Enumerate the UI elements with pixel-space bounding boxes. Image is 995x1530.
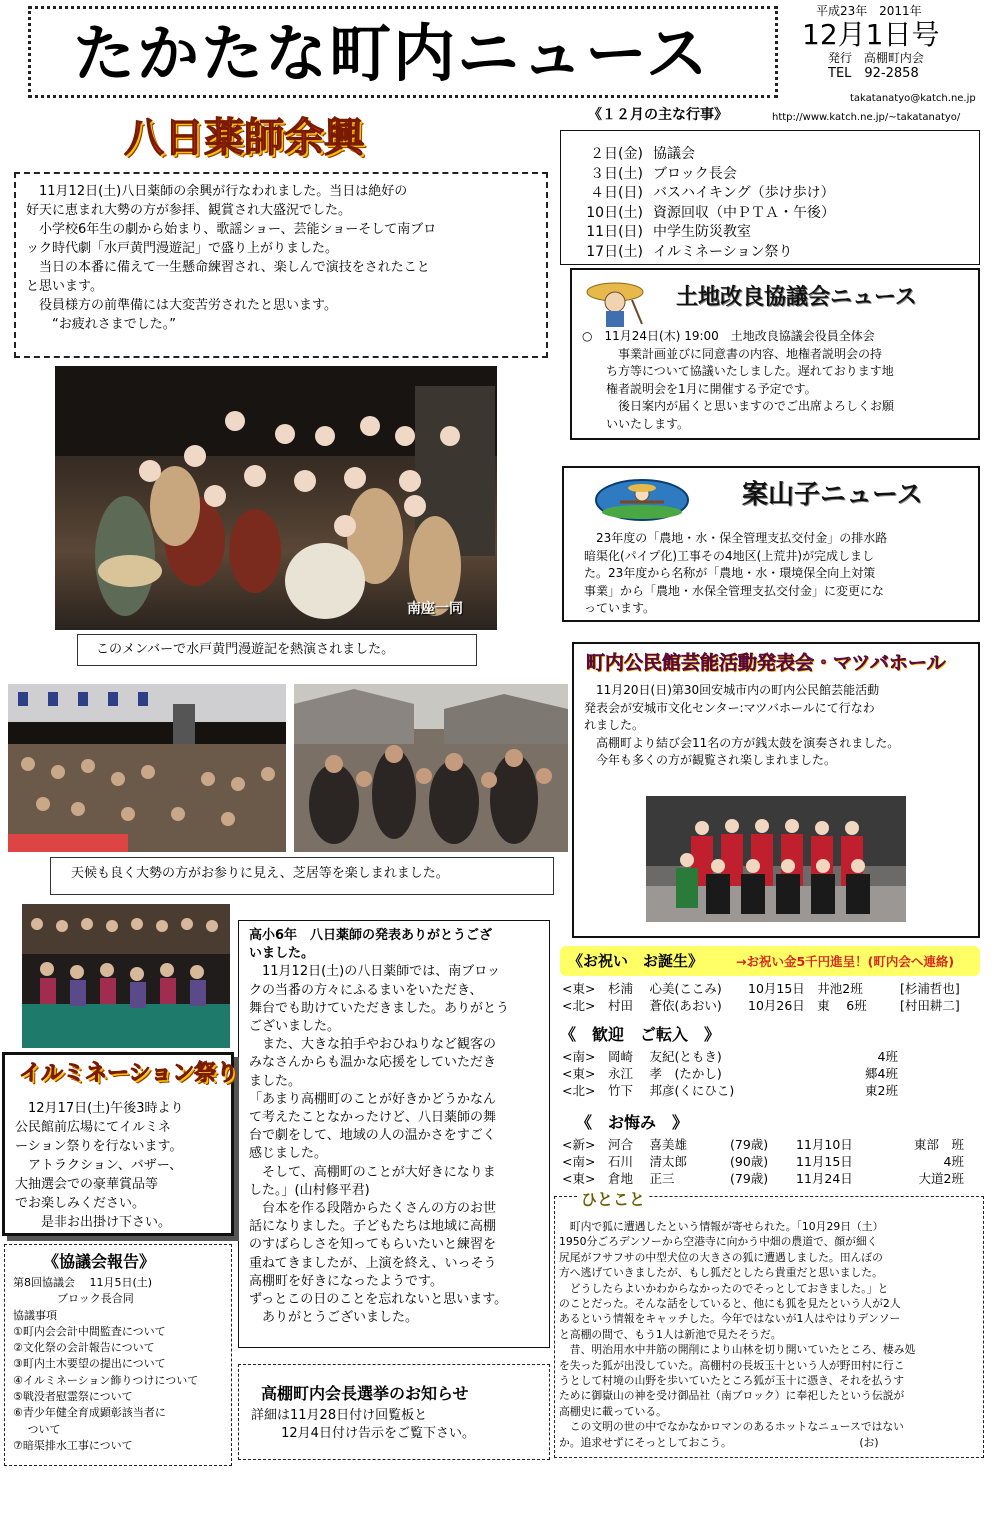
event-name: 資源回収（中ＰＴＡ・午後） [653,204,835,221]
kakashi-news-line: た。23年度から名称が「農地・水・環境保全向上対策 [584,566,876,580]
hitokoto-line: あるという情報をキャッチした。今年ではないが1人はやはりデンソー [559,1312,901,1326]
masthead [28,6,778,98]
birth-row [562,980,982,997]
land-news-box [570,268,980,440]
crowd-photo-left [8,684,286,852]
yakushi-line: と思います。 [26,279,103,294]
hitokoto-line: うとして村境の山野を歩いていたところ狐が玉十に憑き、それを払うす [559,1374,905,1388]
hitokoto-line: 高棚史に載っている。 [559,1404,667,1418]
telephone: TEL 92-2858 [828,66,919,81]
school-thanks-line: クの当番の方々にふるまいをいただき、 [249,982,483,998]
hitokoto-line: 町内で狐に遭遇したという情報が寄せられた。「10月29日（土） [559,1220,884,1233]
mourn-cell: 大道2班 [918,1171,964,1186]
school-thanks-line: て考えたことなかったけど、八日薬師の舞 [249,1110,497,1126]
mourn-cell: 11月24日 [796,1171,853,1186]
taiko-group-photo [646,796,906,922]
school-thanks-line: 高棚町を好きになったようです。 [249,1273,443,1289]
welcome-row [562,1082,982,1099]
council-report-line: 第8回協議会 11月5日(土) [13,1276,153,1289]
welcome-cell: 竹下 邦彦(くにひこ) [608,1083,735,1098]
yakushi-line: “お疲れさまでした。” [26,317,176,332]
event-name: バスハイキング（歩け歩け） [653,185,835,201]
illumination-line: でお楽しみください。 [15,1196,146,1211]
koumin-line: 今年も多くの方が観覧され楽しまれました。 [584,753,837,767]
birth-cell: <東> [562,981,596,996]
mourn-cell: (79歳) [730,1171,769,1186]
birth-cell: <北> [562,998,596,1013]
taiko-group-photo-image [646,796,906,922]
publisher: 高棚町内会 [863,51,924,65]
illumination-line: 12月17日(土)午後3時より [15,1101,184,1116]
cast-photo-caption: このメンバーで水戸黄門漫遊記を熱演されました。 [77,634,477,666]
event-item [561,223,979,243]
publisher-label: 発行 [828,51,853,65]
issue-number: 12月1日号 [802,18,940,51]
celebration-note: →お祝い金5千円進呈！(町内会へ連絡) [736,954,955,969]
kakashi-news-line: 事業」から「農地・水保全管理支払交付金」に変更にな [584,583,885,598]
cast-photo-image [55,366,497,630]
land-news-line: ち方等について協議いたしました。遅れております地 [582,364,894,378]
event-date: 17日(土) [586,243,643,260]
birth-cell: 村田 蒼依(あおい) [608,998,722,1013]
celebration-title: 《お祝い お誕生》 [568,952,704,970]
farmer-mascot-icon [580,274,650,330]
election-box [238,1364,550,1460]
yakushi-line: 好天に恵まれ大勢の方が参拝、観賞され大盛況でした。 [26,203,352,218]
welcome-row [562,1048,982,1065]
mourn-cell: (90歳) [730,1154,769,1169]
council-report-line: ブロック長合同 [13,1292,134,1306]
school-thanks-line: 高小6年 八日薬師の発表ありがとうござ [249,928,493,943]
event-name: イルミネーション祭り [653,243,793,260]
hitokoto-line: 昔、明治用水中井筋の開削により山林を切り開いていたところ、棲み処 [559,1343,916,1357]
event-date: ２日(金) [590,146,643,162]
council-report-line: 協議事項 [13,1308,57,1322]
land-news-line: 権者説明会を1月に開催する予定です。 [582,381,817,396]
school-thanks-line: いました。 [249,946,315,962]
event-item [561,243,979,263]
welcome-row [562,1065,982,1082]
welcome-cell: 4班 [877,1049,898,1064]
era-year: 平成23年 [816,4,868,18]
yakushi-line: 役員様方の前準備には大変苦労されたと思います。 [26,298,337,313]
cast-photo-overlay: 南座一同 [407,601,463,617]
mourn-cell: 11月10日 [796,1137,853,1152]
council-report-line: ②文化祭の会計報告について [13,1341,155,1355]
mourn-cell: 河合 喜美雄 [608,1137,687,1152]
event-date: 10日(土) [586,204,643,221]
event-date: 11日(日) [586,224,643,240]
school-thanks-line: ございました。 [249,1019,341,1035]
koumin-line: れました。 [584,718,645,732]
illumination-line: アトラクション、バザー、 [15,1158,183,1173]
welcome-cell: <東> [562,1066,596,1081]
student-play-photo-image [22,904,230,1048]
event-item [561,204,979,224]
welcome-title: 《 歓迎 ご転入 》 [560,1025,721,1044]
event-date: ３日(土) [590,165,643,182]
land-news-title: 土地改良協議会ニュース [676,285,917,310]
birth-row [562,997,982,1014]
events-box [560,130,980,265]
hitokoto-line: 1950分ごろデンソーから空港寺に向かう中畑の農道で、顔が細く [559,1235,878,1249]
council-report-line: ①町内会会計中間監査について [13,1324,166,1338]
website-url[interactable]: http://www.katch.ne.jp/~takatanatyo/ [772,112,961,123]
hitokoto-line: この文明の世の中でなかなかロマンのあるホットなニュースではない [559,1420,904,1434]
newsletter-title: たかたな町内ニュース [73,17,710,90]
school-thanks-line: のすばらしさを知ってもらいたいと練習を [249,1237,497,1253]
mourn-title: 《 お悔み 》 [576,1113,689,1132]
koumin-line: 11月20日(日)第30回安城市内の町内公民館芸能活動 [584,683,880,697]
welcome-cell: <南> [562,1049,596,1064]
school-thanks-line: 重ねてきましたが、上演を終え、いっそう [249,1255,497,1271]
yakushi-line: 11月12日(土)八日薬師の余興が行なわれました。当日は絶好の [26,184,408,199]
council-report-line: ③町内土木要望の提出について [13,1357,166,1371]
school-thanks-line: 話になりました。子どもたちは地域に高棚 [249,1219,497,1235]
election-title: 高棚町内会長選挙のお知らせ [261,1384,469,1403]
land-news-line: 事業計画並びに同意書の内容、地権者説明会の持 [582,346,883,361]
event-item [561,184,979,204]
council-report-title: 《協議会報告》 [43,1252,156,1271]
birth-cell: [杉浦哲也] [900,981,960,996]
event-item [561,165,979,185]
mourn-row [562,1170,982,1187]
school-thanks-line: 感じました。 [249,1146,328,1162]
mourn-cell: (79歳) [730,1137,769,1152]
school-thanks-line: ありがとうございました。 [249,1310,419,1326]
hitokoto-line: どうしたらよいかわからなかったのでそっとしておきました。」と [559,1281,889,1295]
birth-cell: 杉浦 心美(ここみ) [608,981,722,996]
crowd-photo-left-image [8,684,286,852]
birth-list [562,980,982,1014]
event-name: 協議会 [653,146,695,162]
yakushi-line: 当日の本番に備えて一生懸命練習され、楽しんで演技をされたこと [26,260,430,275]
scarecrow-icon [594,478,690,522]
land-news-line: ○ 11月24日(木) 19:00 土地改良協議会役員全体会 [582,329,875,343]
council-report-line: ⑦暗渠排水工事について [13,1438,133,1452]
welcome-cell: 岡崎 友紀(ともき) [608,1049,722,1064]
mourn-list [562,1136,982,1187]
school-thanks-line: みなさんからも温かな応援をしていただき [249,1055,497,1071]
yakushi-line: 小学校6年生の劇から始まり、歌謡ショー、芸能ショーそして南ブロ [26,222,437,237]
event-date: ４日(日) [590,185,643,201]
land-news-line: いいたします。 [582,416,690,431]
illumination-line: 是非お出掛け下さい。 [15,1215,172,1230]
hitokoto-line: 尻尾がフサフサの中型犬位の大きさの狐に遭遇しました。田んぼの [559,1250,883,1264]
mourn-cell: <南> [562,1154,596,1169]
school-thanks-line: また、大きな拍手やおひねりなど観客の [249,1037,497,1053]
event-name: ブロック長会 [653,165,737,182]
hitokoto-line: ために御嶽山の神を受け御品社（南ブロック）に奉祀したという伝説が [559,1389,905,1403]
koumin-line: 発表会が安城市文化センター:マツバホールにて行なわ [584,700,875,715]
koumin-title: 町内公民館芸能活動発表会・マツバホール [586,652,946,674]
crowd-photo-right-image [294,684,568,852]
yakushi-line: ック時代劇「水戸黄門漫遊記」で盛り上がりました。 [26,241,339,256]
school-thanks-line: 台で劇をして、地域の人の温かさをすごく [249,1128,496,1144]
welcome-cell: 東2班 [865,1083,898,1098]
school-thanks-box [238,920,550,1348]
yakushi-article [14,172,548,358]
school-thanks-line: ました。 [249,1073,302,1089]
hitokoto-title: ひとこと [577,1187,649,1210]
issue-info [788,4,988,124]
council-report-line: ついて [13,1422,61,1436]
kakashi-news-line: 暗渠化(パイプ化)工事その4地区(上荒井)が完成しまし [584,548,875,563]
land-news-line: 後日案内が届くと思いますのでご出席よろしくお願 [582,399,895,413]
illumination-box [2,1052,239,1236]
mourn-cell: 倉地 正三 [608,1171,675,1186]
school-thanks-line: 「あまり高棚町のことが好きかどうかなん [249,1091,497,1107]
school-thanks-line: 11月12日(土)の八日薬師では、南ブロッ [249,964,500,980]
hitokoto-line: 方へ逃げていきましたが、もし狐だとしたら貴重だと思いました。 [559,1266,883,1280]
mourn-cell: 東部 班 [913,1137,964,1152]
event-name: 中学生防災教室 [653,224,751,240]
mourn-cell: 11月15日 [796,1154,853,1169]
cast-photo [55,366,497,630]
birth-cell: 10月15日 井池2班 [748,981,863,996]
kakashi-news-title: 案山子ニュース [742,480,923,510]
school-thanks-line: した。」(山村修平君) [249,1182,370,1198]
school-thanks-line: ずっとこの日のことを忘れないと思います。 [249,1292,508,1308]
crowd-photo-caption: 天候も良く大勢の方がお参りに見え、芝居等を楽しまれました。 [50,857,554,895]
celebration-banner [560,946,980,976]
koumin-box [572,642,980,938]
mourn-row [562,1153,982,1170]
yakushi-title: 八日薬師余興 [124,115,364,161]
kakashi-news-box [562,466,980,622]
welcome-list [562,1048,982,1099]
kakashi-news-line: 23年度の「農地・水・保全管理支払交付金」の排水路 [584,531,888,545]
council-report-line: ④イルミネーション飾りつけについて [13,1373,199,1387]
welcome-cell: 永江 孝 (たかし) [608,1066,722,1081]
council-report-line: ⑤戦没者慰霊祭について [13,1390,133,1404]
hitokoto-line: か。追求せずにそっとしておこう。 (お) [559,1435,879,1449]
crowd-photo-right [294,684,568,852]
illumination-line: ーション祭りを行ないます。 [15,1139,183,1154]
welcome-cell: <北> [562,1083,596,1098]
election-line: 詳細は11月28日付け回覧板と [251,1408,428,1423]
event-item [561,145,979,165]
hitokoto-line: を失った狐が出没していた。高棚村の長坂玉十という人が野田村に行こ [559,1358,905,1372]
illumination-line: 公民館前広場にてイルミネ [15,1120,172,1135]
hitokoto-line: と高棚の間で、もう1人は新池で見たそうだ。 [559,1327,782,1341]
mourn-cell: 石川 清太郎 [608,1154,687,1169]
koumin-line: 高棚町より結び会11名の方が銭太鼓を演奏されました。 [584,735,900,750]
welcome-cell: 郷4班 [865,1066,898,1081]
birth-cell: 10月26日 東 6班 [748,998,867,1013]
hitokoto-line: のことだった。そんな話をしていると、他にも狐を見たという人が2人 [559,1297,901,1311]
mourn-cell: 4班 [943,1154,964,1169]
student-play-photo [22,904,230,1048]
school-thanks-line: そして、高棚町のことが大好きになりま [249,1164,496,1180]
illumination-title: イルミネーション祭り [19,1061,239,1086]
email[interactable]: takatanatyo@katch.ne.jp [850,93,976,104]
illumination-line: 大抽選会での豪華賞品等 [15,1177,159,1192]
mourn-row [562,1136,982,1153]
mourn-cell: <東> [562,1171,596,1186]
events-heading: 《１２月の主な行事》 [588,107,728,123]
school-thanks-line: 舞台でも助けていただきました。ありがとう [249,1000,510,1016]
hitokoto-box [554,1190,984,1458]
year: 2011年 [879,4,922,18]
kakashi-news-line: っています。 [584,601,656,615]
mourn-cell: <新> [562,1137,596,1152]
school-thanks-line: 台本を作る段階からたくさんの方のお世 [249,1201,497,1217]
birth-cell: [村田耕二] [900,998,960,1013]
election-line: 12月4日付け告示をご覧下さい。 [251,1426,475,1441]
council-report-line: ⑥青少年健全育成顕彰該当者に [13,1406,166,1420]
council-report-box [4,1244,232,1466]
